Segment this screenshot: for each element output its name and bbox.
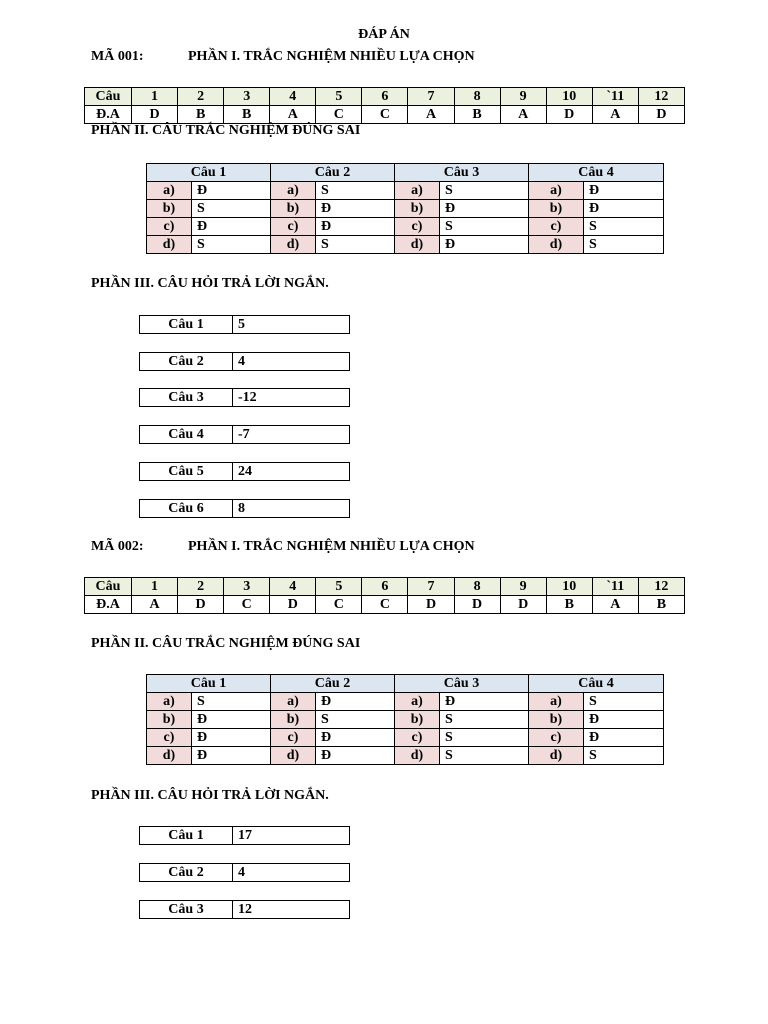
question-header: Câu 4 — [529, 164, 664, 182]
item-label: c) — [395, 218, 440, 236]
short-answer-value: 12 — [233, 901, 350, 919]
question-number: 10 — [546, 578, 592, 596]
question-number: 2 — [178, 88, 224, 106]
part2-answer-table-001 — [146, 163, 664, 254]
question-label: Câu — [85, 578, 132, 596]
answer-cell: Đ — [316, 729, 395, 747]
answer-cell: S — [192, 200, 271, 218]
item-label: d) — [529, 236, 584, 254]
part1-answer-table-001 — [84, 87, 685, 124]
answer-cell: Đ — [584, 711, 664, 729]
part3-title-002: PHẦN III. CÂU HỎI TRẢ LỜI NGẮN. — [91, 788, 329, 803]
question-header: Câu 3 — [395, 164, 529, 182]
short-answer-question: Câu 6 — [140, 500, 233, 518]
short-answer-box — [139, 863, 350, 882]
answer-cell: Đ — [316, 747, 395, 765]
answer-cell: A — [500, 106, 546, 124]
item-label: b) — [395, 711, 440, 729]
answer-cell: D — [454, 596, 500, 614]
answer-cell: C — [362, 106, 408, 124]
answer-cell: A — [592, 106, 638, 124]
short-answer-box — [139, 315, 350, 334]
item-label: d) — [147, 747, 192, 765]
question-label: Câu — [85, 88, 132, 106]
question-number: 8 — [454, 578, 500, 596]
short-answer-value: -7 — [233, 426, 350, 444]
question-header: Câu 1 — [147, 675, 271, 693]
answer-cell: Đ — [192, 747, 271, 765]
question-number: 3 — [224, 578, 270, 596]
question-header: Câu 3 — [395, 675, 529, 693]
item-label: c) — [529, 729, 584, 747]
answer-cell: Đ — [440, 236, 529, 254]
exam-code-001: MÃ 001: — [91, 49, 144, 64]
answer-cell: B — [638, 596, 684, 614]
answer-cell: S — [584, 693, 664, 711]
part1-title-002: PHẦN I. TRẮC NGHIỆM NHIỀU LỰA CHỌN — [188, 539, 475, 554]
part2-row — [147, 218, 664, 236]
item-label: a) — [147, 182, 192, 200]
question-number: 5 — [316, 88, 362, 106]
question-number: 6 — [362, 88, 408, 106]
answer-cell: Đ — [316, 218, 395, 236]
short-answer-value: 4 — [233, 353, 350, 371]
answer-cell: Đ — [192, 729, 271, 747]
item-label: a) — [147, 693, 192, 711]
answer-cell: C — [316, 596, 362, 614]
short-answer-value: -12 — [233, 389, 350, 407]
short-answer-box — [139, 352, 350, 371]
answer-cell: Đ — [584, 200, 664, 218]
answer-cell: S — [440, 182, 529, 200]
answer-cell: S — [440, 218, 529, 236]
short-answer-box — [139, 462, 350, 481]
question-number: 5 — [316, 578, 362, 596]
question-number: 4 — [270, 578, 316, 596]
answer-cell: Đ — [192, 182, 271, 200]
answer-cell: D — [546, 106, 592, 124]
part2-row — [147, 200, 664, 218]
answer-cell: S — [440, 729, 529, 747]
part3-title-001: PHẦN III. CÂU HỎI TRẢ LỜI NGẮN. — [91, 276, 329, 291]
item-label: a) — [395, 182, 440, 200]
item-label: c) — [271, 729, 316, 747]
item-label: b) — [529, 711, 584, 729]
short-answer-question: Câu 1 — [140, 316, 233, 334]
part1-answer-row — [85, 106, 685, 124]
answer-cell: S — [440, 747, 529, 765]
question-number: 9 — [500, 88, 546, 106]
item-label: d) — [271, 747, 316, 765]
answer-cell: A — [592, 596, 638, 614]
answer-cell: D — [270, 596, 316, 614]
part2-answer-table-002 — [146, 674, 664, 765]
question-header: Câu 4 — [529, 675, 664, 693]
part1-answer-row — [85, 596, 685, 614]
item-label: b) — [271, 711, 316, 729]
part2-header-row — [147, 675, 664, 693]
short-answer-question: Câu 3 — [140, 901, 233, 919]
answer-cell: S — [316, 182, 395, 200]
question-number: 12 — [638, 578, 684, 596]
question-number: 7 — [408, 88, 454, 106]
part1-header-row — [85, 578, 685, 596]
answer-cell: S — [584, 218, 664, 236]
item-label: b) — [147, 200, 192, 218]
part1-header-row — [85, 88, 685, 106]
answer-cell: S — [316, 236, 395, 254]
item-label: b) — [529, 200, 584, 218]
answer-cell: C — [362, 596, 408, 614]
item-label: c) — [147, 218, 192, 236]
item-label: c) — [147, 729, 192, 747]
answer-cell: A — [270, 106, 316, 124]
item-label: a) — [529, 182, 584, 200]
item-label: a) — [395, 693, 440, 711]
answer-cell: S — [192, 236, 271, 254]
answer-cell: D — [500, 596, 546, 614]
part2-header-row — [147, 164, 664, 182]
short-answer-question: Câu 5 — [140, 463, 233, 481]
short-answer-value: 17 — [233, 827, 350, 845]
short-answer-question: Câu 1 — [140, 827, 233, 845]
short-answer-value: 5 — [233, 316, 350, 334]
answer-cell: S — [584, 236, 664, 254]
short-answer-question: Câu 3 — [140, 389, 233, 407]
short-answer-box — [139, 425, 350, 444]
answer-cell: Đ — [584, 182, 664, 200]
answer-cell: Đ — [316, 200, 395, 218]
question-number: 10 — [546, 88, 592, 106]
item-label: a) — [271, 182, 316, 200]
item-label: c) — [271, 218, 316, 236]
answer-cell: Đ — [440, 693, 529, 711]
part2-row — [147, 729, 664, 747]
short-answer-question: Câu 2 — [140, 353, 233, 371]
part2-row — [147, 693, 664, 711]
answer-cell: C — [316, 106, 362, 124]
part2-row — [147, 711, 664, 729]
answer-cell: A — [408, 106, 454, 124]
item-label: d) — [395, 747, 440, 765]
item-label: c) — [529, 218, 584, 236]
question-number: 4 — [270, 88, 316, 106]
part2-row — [147, 182, 664, 200]
answer-cell: Đ — [584, 729, 664, 747]
short-answer-box — [139, 499, 350, 518]
part2-row — [147, 747, 664, 765]
item-label: d) — [395, 236, 440, 254]
item-label: b) — [395, 200, 440, 218]
answer-cell: D — [638, 106, 684, 124]
item-label: d) — [271, 236, 316, 254]
answer-cell: Đ — [192, 711, 271, 729]
page-title: ĐÁP ÁN — [358, 27, 410, 42]
answer-cell: B — [178, 106, 224, 124]
answer-cell: Đ — [316, 693, 395, 711]
question-number: 9 — [500, 578, 546, 596]
answer-cell: D — [408, 596, 454, 614]
short-answer-box — [139, 388, 350, 407]
question-number: 7 — [408, 578, 454, 596]
answer-cell: C — [224, 596, 270, 614]
exam-code-002: MÃ 002: — [91, 539, 144, 554]
item-label: a) — [529, 693, 584, 711]
answer-cell: B — [546, 596, 592, 614]
answer-cell: B — [454, 106, 500, 124]
answer-cell: A — [132, 596, 178, 614]
answer-cell: S — [192, 693, 271, 711]
item-label: c) — [395, 729, 440, 747]
question-header: Câu 2 — [271, 675, 395, 693]
answer-cell: B — [224, 106, 270, 124]
item-label: b) — [271, 200, 316, 218]
part2-row — [147, 236, 664, 254]
answer-cell: D — [178, 596, 224, 614]
question-number: 1 — [132, 578, 178, 596]
question-number: 8 — [454, 88, 500, 106]
part1-answer-table-002 — [84, 577, 685, 614]
item-label: d) — [529, 747, 584, 765]
part2-title-002: PHẦN II. CÂU TRẮC NGHIỆM ĐÚNG SAI — [91, 636, 361, 651]
answer-cell: Đ — [440, 200, 529, 218]
answer-cell: S — [316, 711, 395, 729]
item-label: a) — [271, 693, 316, 711]
question-number: 1 — [132, 88, 178, 106]
part1-title-001: PHẦN I. TRẮC NGHIỆM NHIỀU LỰA CHỌN — [188, 49, 475, 64]
answer-label: Đ.A — [85, 596, 132, 614]
question-number: 2 — [178, 578, 224, 596]
question-number: `11 — [592, 88, 638, 106]
short-answer-value: 24 — [233, 463, 350, 481]
short-answer-question: Câu 2 — [140, 864, 233, 882]
answer-label: Đ.A — [85, 106, 132, 124]
short-answer-box — [139, 900, 350, 919]
answer-cell: Đ — [192, 218, 271, 236]
short-answer-value: 8 — [233, 500, 350, 518]
short-answer-value: 4 — [233, 864, 350, 882]
question-number: `11 — [592, 578, 638, 596]
answer-cell: S — [440, 711, 529, 729]
question-number: 12 — [638, 88, 684, 106]
item-label: b) — [147, 711, 192, 729]
question-number: 6 — [362, 578, 408, 596]
short-answer-question: Câu 4 — [140, 426, 233, 444]
short-answer-box — [139, 826, 350, 845]
answer-cell: S — [584, 747, 664, 765]
part2-title-001: PHẦN II. CÂU TRẮC NGHIỆM ĐÚNG SAI — [91, 123, 361, 138]
question-header: Câu 2 — [271, 164, 395, 182]
item-label: d) — [147, 236, 192, 254]
question-number: 3 — [224, 88, 270, 106]
question-header: Câu 1 — [147, 164, 271, 182]
answer-cell: D — [132, 106, 178, 124]
